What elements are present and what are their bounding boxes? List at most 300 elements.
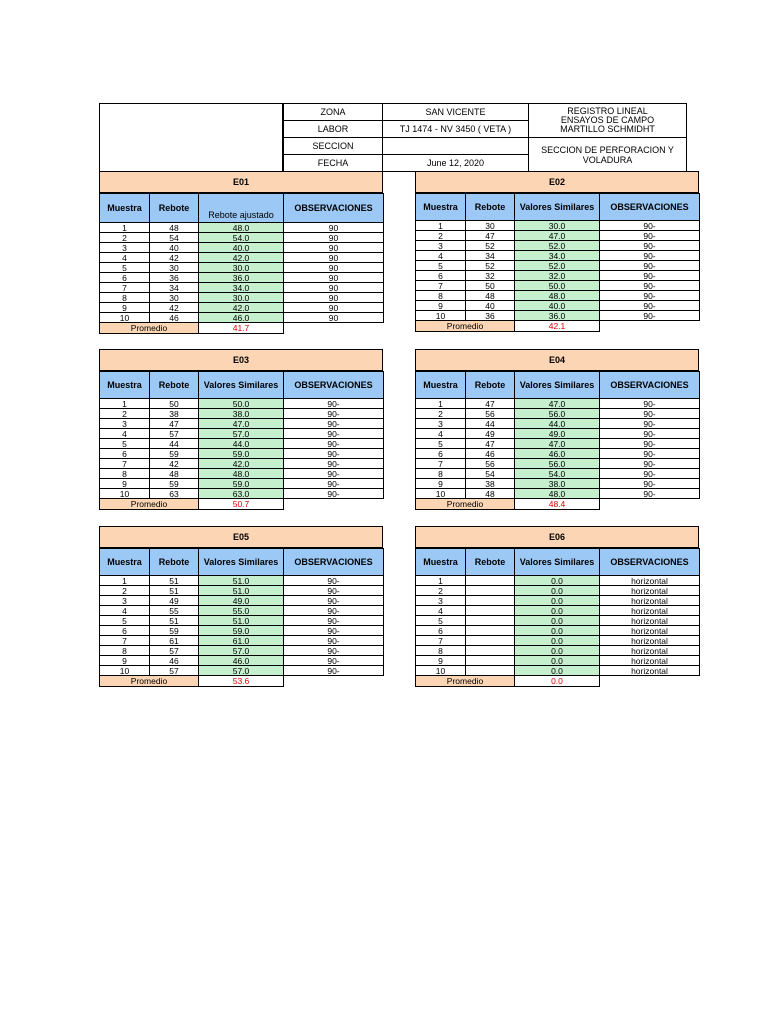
table-row <box>100 419 384 429</box>
muestra-cell: 2 <box>100 233 150 243</box>
table-row <box>100 586 384 596</box>
table-row <box>416 221 700 231</box>
observaciones-cell: horizontal <box>600 626 700 636</box>
sample-table <box>415 193 700 332</box>
observaciones-cell: 90- <box>284 636 384 646</box>
observaciones-cell: 90- <box>600 261 700 271</box>
muestra-cell: 4 <box>416 606 466 616</box>
rebote-cell: 51 <box>150 616 199 626</box>
block-title: E06 <box>415 526 699 548</box>
valor-cell: 0.0 <box>515 576 600 586</box>
valor-cell: 0.0 <box>515 636 600 646</box>
observaciones-cell: 90- <box>600 311 700 321</box>
promedio-value: 50.7 <box>199 499 284 510</box>
block-title: E02 <box>415 171 699 193</box>
muestra-cell: 10 <box>100 489 150 499</box>
valor-cell: 0.0 <box>515 606 600 616</box>
valor-cell: 48.0 <box>199 223 284 233</box>
rebote-cell <box>466 646 515 656</box>
promedio-value: 0.0 <box>515 676 600 687</box>
observaciones-cell: 90- <box>284 489 384 499</box>
observaciones-cell: 90- <box>284 606 384 616</box>
muestra-cell: 9 <box>100 479 150 489</box>
rebote-cell: 54 <box>466 469 515 479</box>
table-row <box>416 606 700 616</box>
muestra-cell: 6 <box>416 449 466 459</box>
table-row <box>100 489 384 499</box>
valor-cell: 55.0 <box>199 606 284 616</box>
table-row <box>100 429 384 439</box>
muestra-cell: 5 <box>100 439 150 449</box>
muestra-cell: 3 <box>416 419 466 429</box>
table-row <box>416 586 700 596</box>
sample-table <box>415 548 700 687</box>
col-muestra-header: Muestra <box>416 194 466 221</box>
seccion-subtitle-line1: SECCION DE PERFORACION Y <box>541 144 674 155</box>
muestra-cell: 7 <box>100 459 150 469</box>
valor-cell: 52.0 <box>515 241 600 251</box>
rebote-cell: 57 <box>150 666 199 676</box>
observaciones-cell: 90- <box>284 586 384 596</box>
rebote-cell: 59 <box>150 626 199 636</box>
rebote-cell: 38 <box>466 479 515 489</box>
col-observaciones-header: OBSERVACIONES <box>284 372 384 399</box>
rebote-cell: 30 <box>466 221 515 231</box>
valor-cell: 36.0 <box>515 311 600 321</box>
table-row <box>100 656 384 666</box>
table-row <box>100 273 384 283</box>
muestra-cell: 6 <box>416 626 466 636</box>
valor-cell: 0.0 <box>515 656 600 666</box>
table-header-row <box>100 194 384 223</box>
rebote-cell <box>466 576 515 586</box>
promedio-label: Promedio <box>100 676 199 687</box>
muestra-cell: 2 <box>100 586 150 596</box>
muestra-cell: 8 <box>100 646 150 656</box>
rebote-cell: 51 <box>150 586 199 596</box>
observaciones-cell: 90- <box>284 439 384 449</box>
rebote-cell: 59 <box>150 449 199 459</box>
col-valor-header: Valores Similares <box>515 549 600 576</box>
rebote-cell: 63 <box>150 489 199 499</box>
promedio-row <box>100 323 384 334</box>
promedio-spacer <box>600 321 700 332</box>
rebote-cell <box>466 656 515 666</box>
muestra-cell: 2 <box>100 409 150 419</box>
col-observaciones-header: OBSERVACIONES <box>600 194 700 221</box>
sample-block-e03 <box>99 349 383 510</box>
observaciones-cell: 90- <box>600 479 700 489</box>
col-muestra-header: Muestra <box>100 549 150 576</box>
table-row <box>100 399 384 409</box>
promedio-label: Promedio <box>416 321 515 332</box>
observaciones-cell: 90- <box>284 646 384 656</box>
rebote-cell: 59 <box>150 479 199 489</box>
table-row <box>416 291 700 301</box>
muestra-cell: 7 <box>416 636 466 646</box>
table-row <box>100 469 384 479</box>
table-row <box>100 616 384 626</box>
table-row <box>416 616 700 626</box>
table-row <box>416 439 700 449</box>
observaciones-cell: 90- <box>600 251 700 261</box>
table-row <box>100 576 384 586</box>
table-row <box>100 636 384 646</box>
rebote-cell <box>466 616 515 626</box>
muestra-cell: 4 <box>100 606 150 616</box>
observaciones-cell: 90 <box>284 223 384 233</box>
valor-cell: 47.0 <box>199 419 284 429</box>
muestra-cell: 4 <box>100 253 150 263</box>
block-title: E03 <box>99 349 383 371</box>
valor-cell: 63.0 <box>199 489 284 499</box>
valor-cell: 51.0 <box>199 586 284 596</box>
valor-cell: 47.0 <box>515 231 600 241</box>
valor-cell: 34.0 <box>515 251 600 261</box>
rebote-cell: 55 <box>150 606 199 616</box>
promedio-spacer <box>284 499 384 510</box>
observaciones-cell: 90- <box>284 626 384 636</box>
muestra-cell: 3 <box>100 419 150 429</box>
rebote-cell: 30 <box>150 263 199 273</box>
valor-cell: 32.0 <box>515 271 600 281</box>
observaciones-cell: 90- <box>600 409 700 419</box>
observaciones-cell: 90- <box>600 459 700 469</box>
zona-label: ZONA <box>283 103 383 121</box>
rebote-cell: 40 <box>466 301 515 311</box>
col-muestra-header: Muestra <box>416 549 466 576</box>
valor-cell: 56.0 <box>515 409 600 419</box>
table-row <box>100 606 384 616</box>
observaciones-cell: 90 <box>284 243 384 253</box>
observaciones-cell: 90- <box>284 469 384 479</box>
table-row <box>416 311 700 321</box>
fecha-label: FECHA <box>283 154 383 172</box>
rebote-cell: 36 <box>150 273 199 283</box>
table-row <box>100 253 384 263</box>
muestra-cell: 6 <box>100 273 150 283</box>
observaciones-cell: 90- <box>284 656 384 666</box>
rebote-cell <box>466 596 515 606</box>
observaciones-cell: horizontal <box>600 586 700 596</box>
observaciones-cell: 90- <box>284 419 384 429</box>
observaciones-cell: horizontal <box>600 666 700 676</box>
valor-cell: 52.0 <box>515 261 600 271</box>
valor-cell: 30.0 <box>199 263 284 273</box>
rebote-cell: 36 <box>466 311 515 321</box>
sample-table <box>99 193 384 334</box>
table-header-row <box>100 372 384 399</box>
rebote-cell: 57 <box>150 429 199 439</box>
valor-cell: 46.0 <box>199 656 284 666</box>
rebote-cell: 49 <box>466 429 515 439</box>
table-row <box>416 399 700 409</box>
valor-cell: 0.0 <box>515 596 600 606</box>
muestra-cell: 3 <box>416 596 466 606</box>
col-muestra-header: Muestra <box>100 372 150 399</box>
table-row <box>100 293 384 303</box>
table-row <box>100 243 384 253</box>
col-rebote-header: Rebote <box>466 549 515 576</box>
observaciones-cell: horizontal <box>600 616 700 626</box>
table-row <box>416 596 700 606</box>
promedio-label: Promedio <box>416 499 515 510</box>
col-rebote-header: Rebote <box>466 194 515 221</box>
valor-cell: 54.0 <box>515 469 600 479</box>
valor-cell: 56.0 <box>515 459 600 469</box>
registro-title-line1: REGISTRO LINEAL <box>567 106 648 116</box>
muestra-cell: 3 <box>100 243 150 253</box>
valor-cell: 47.0 <box>515 399 600 409</box>
observaciones-cell: horizontal <box>600 606 700 616</box>
labor-label: LABOR <box>283 120 383 138</box>
valor-cell: 44.0 <box>515 419 600 429</box>
promedio-value: 53.6 <box>199 676 284 687</box>
promedio-value: 41.7 <box>199 323 284 334</box>
sample-block-e01 <box>99 171 383 334</box>
muestra-cell: 10 <box>100 313 150 323</box>
muestra-cell: 5 <box>100 616 150 626</box>
observaciones-cell: 90 <box>284 313 384 323</box>
rebote-cell: 47 <box>466 231 515 241</box>
rebote-cell: 42 <box>150 303 199 313</box>
table-row <box>416 241 700 251</box>
muestra-cell: 9 <box>100 656 150 666</box>
observaciones-cell: 90- <box>284 399 384 409</box>
valor-cell: 42.0 <box>199 303 284 313</box>
col-valor-header: Valores Similares <box>515 194 600 221</box>
sample-block-e05 <box>99 526 383 687</box>
valor-cell: 44.0 <box>199 439 284 449</box>
observaciones-cell: horizontal <box>600 646 700 656</box>
observaciones-cell: 90- <box>600 221 700 231</box>
valor-cell: 36.0 <box>199 273 284 283</box>
rebote-cell: 30 <box>150 293 199 303</box>
sample-table <box>99 548 384 687</box>
rebote-cell: 46 <box>150 313 199 323</box>
muestra-cell: 8 <box>100 293 150 303</box>
rebote-cell: 51 <box>150 576 199 586</box>
rebote-cell <box>466 636 515 646</box>
col-observaciones-header: OBSERVACIONES <box>600 372 700 399</box>
muestra-cell: 5 <box>416 439 466 449</box>
valor-cell: 51.0 <box>199 616 284 626</box>
valor-cell: 49.0 <box>199 596 284 606</box>
valor-cell: 46.0 <box>515 449 600 459</box>
observaciones-cell: 90- <box>600 489 700 499</box>
table-row <box>416 626 700 636</box>
rebote-cell: 56 <box>466 459 515 469</box>
valor-cell: 54.0 <box>199 233 284 243</box>
promedio-value: 48.4 <box>515 499 600 510</box>
table-row <box>100 626 384 636</box>
valor-cell: 46.0 <box>199 313 284 323</box>
rebote-cell: 48 <box>150 223 199 233</box>
sample-block-e04 <box>415 349 699 510</box>
table-header-row <box>416 549 700 576</box>
muestra-cell: 6 <box>416 271 466 281</box>
observaciones-cell: 90- <box>284 429 384 439</box>
observaciones-cell: 90- <box>600 281 700 291</box>
table-row <box>416 666 700 676</box>
header-logo-box <box>99 103 283 172</box>
block-title: E01 <box>99 171 383 193</box>
observaciones-cell: 90- <box>284 479 384 489</box>
rebote-cell <box>466 606 515 616</box>
table-row <box>416 459 700 469</box>
rebote-cell: 47 <box>466 439 515 449</box>
valor-cell: 59.0 <box>199 626 284 636</box>
valor-cell: 0.0 <box>515 616 600 626</box>
valor-cell: 50.0 <box>515 281 600 291</box>
table-row <box>416 429 700 439</box>
rebote-cell <box>466 626 515 636</box>
valor-cell: 40.0 <box>515 301 600 311</box>
valor-cell: 48.0 <box>199 469 284 479</box>
muestra-cell: 1 <box>416 399 466 409</box>
table-row <box>416 261 700 271</box>
table-row <box>416 656 700 666</box>
muestra-cell: 8 <box>416 646 466 656</box>
rebote-cell: 52 <box>466 241 515 251</box>
valor-cell: 59.0 <box>199 479 284 489</box>
table-row <box>100 479 384 489</box>
table-row <box>416 636 700 646</box>
table-row <box>100 313 384 323</box>
promedio-spacer <box>284 676 384 687</box>
observaciones-cell: 90- <box>600 301 700 311</box>
muestra-cell: 5 <box>416 616 466 626</box>
registro-title <box>528 103 687 138</box>
muestra-cell: 1 <box>100 576 150 586</box>
observaciones-cell: 90- <box>600 419 700 429</box>
rebote-cell: 48 <box>150 469 199 479</box>
rebote-cell: 34 <box>150 283 199 293</box>
table-row <box>416 281 700 291</box>
observaciones-cell: 90- <box>284 666 384 676</box>
rebote-cell: 42 <box>150 253 199 263</box>
observaciones-cell: 90 <box>284 283 384 293</box>
table-row <box>416 231 700 241</box>
promedio-row <box>416 499 700 510</box>
table-row <box>100 596 384 606</box>
table-header-row <box>416 194 700 221</box>
observaciones-cell: horizontal <box>600 656 700 666</box>
observaciones-cell: 90- <box>600 399 700 409</box>
col-muestra-header: Muestra <box>416 372 466 399</box>
valor-cell: 48.0 <box>515 291 600 301</box>
observaciones-cell: 90- <box>600 439 700 449</box>
rebote-cell: 38 <box>150 409 199 419</box>
sample-table <box>99 371 384 510</box>
sample-table <box>415 371 700 510</box>
col-valor-header: Valores Similares <box>199 549 284 576</box>
rebote-cell: 50 <box>150 399 199 409</box>
observaciones-cell: 90 <box>284 273 384 283</box>
seccion-subtitle <box>528 137 687 172</box>
muestra-cell: 1 <box>100 399 150 409</box>
muestra-cell: 9 <box>416 301 466 311</box>
promedio-label: Promedio <box>416 676 515 687</box>
col-rebote-header: Rebote <box>150 194 199 223</box>
zona-value: SAN VICENTE <box>382 103 529 121</box>
rebote-cell <box>466 666 515 676</box>
rebote-cell: 49 <box>150 596 199 606</box>
promedio-row <box>416 321 700 332</box>
rebote-cell: 34 <box>466 251 515 261</box>
muestra-cell: 2 <box>416 409 466 419</box>
promedio-spacer <box>600 676 700 687</box>
observaciones-cell: 90- <box>600 449 700 459</box>
muestra-cell: 10 <box>100 666 150 676</box>
valor-cell: 30.0 <box>515 221 600 231</box>
table-row <box>416 409 700 419</box>
muestra-cell: 6 <box>100 626 150 636</box>
valor-cell: 57.0 <box>199 666 284 676</box>
observaciones-cell: 90- <box>600 271 700 281</box>
promedio-label: Promedio <box>100 499 199 510</box>
table-row <box>416 646 700 656</box>
rebote-cell: 44 <box>150 439 199 449</box>
promedio-label: Promedio <box>100 323 199 334</box>
col-observaciones-header: OBSERVACIONES <box>284 194 384 223</box>
muestra-cell: 1 <box>416 576 466 586</box>
observaciones-cell: 90 <box>284 253 384 263</box>
seccion-subtitle-line2: VOLADURA <box>582 154 633 165</box>
rebote-cell: 56 <box>466 409 515 419</box>
valor-cell: 42.0 <box>199 253 284 263</box>
muestra-cell: 8 <box>100 469 150 479</box>
observaciones-cell: 90- <box>284 409 384 419</box>
rebote-cell: 40 <box>150 243 199 253</box>
muestra-cell: 2 <box>416 586 466 596</box>
observaciones-cell: 90- <box>284 616 384 626</box>
valor-cell: 0.0 <box>515 666 600 676</box>
rebote-cell: 48 <box>466 291 515 301</box>
col-valor-header: Rebote ajustado <box>199 194 284 223</box>
rebote-cell: 61 <box>150 636 199 646</box>
valor-cell: 47.0 <box>515 439 600 449</box>
muestra-cell: 4 <box>416 251 466 261</box>
table-row <box>416 489 700 499</box>
block-title: E05 <box>99 526 383 548</box>
observaciones-cell: 90- <box>284 449 384 459</box>
rebote-cell <box>466 586 515 596</box>
table-row <box>416 576 700 586</box>
valor-cell: 61.0 <box>199 636 284 646</box>
valor-cell: 50.0 <box>199 399 284 409</box>
valor-cell: 0.0 <box>515 626 600 636</box>
col-rebote-header: Rebote <box>466 372 515 399</box>
table-row <box>416 469 700 479</box>
table-row <box>416 251 700 261</box>
table-row <box>100 459 384 469</box>
valor-cell: 0.0 <box>515 586 600 596</box>
observaciones-cell: 90- <box>600 231 700 241</box>
rebote-cell: 47 <box>466 399 515 409</box>
muestra-cell: 5 <box>416 261 466 271</box>
rebote-cell: 32 <box>466 271 515 281</box>
promedio-row <box>100 499 384 510</box>
rebote-cell: 57 <box>150 646 199 656</box>
muestra-cell: 3 <box>100 596 150 606</box>
rebote-cell: 54 <box>150 233 199 243</box>
table-row <box>100 646 384 656</box>
col-muestra-header: Muestra <box>100 194 150 223</box>
valor-cell: 51.0 <box>199 576 284 586</box>
observaciones-cell: horizontal <box>600 576 700 586</box>
muestra-cell: 8 <box>416 469 466 479</box>
